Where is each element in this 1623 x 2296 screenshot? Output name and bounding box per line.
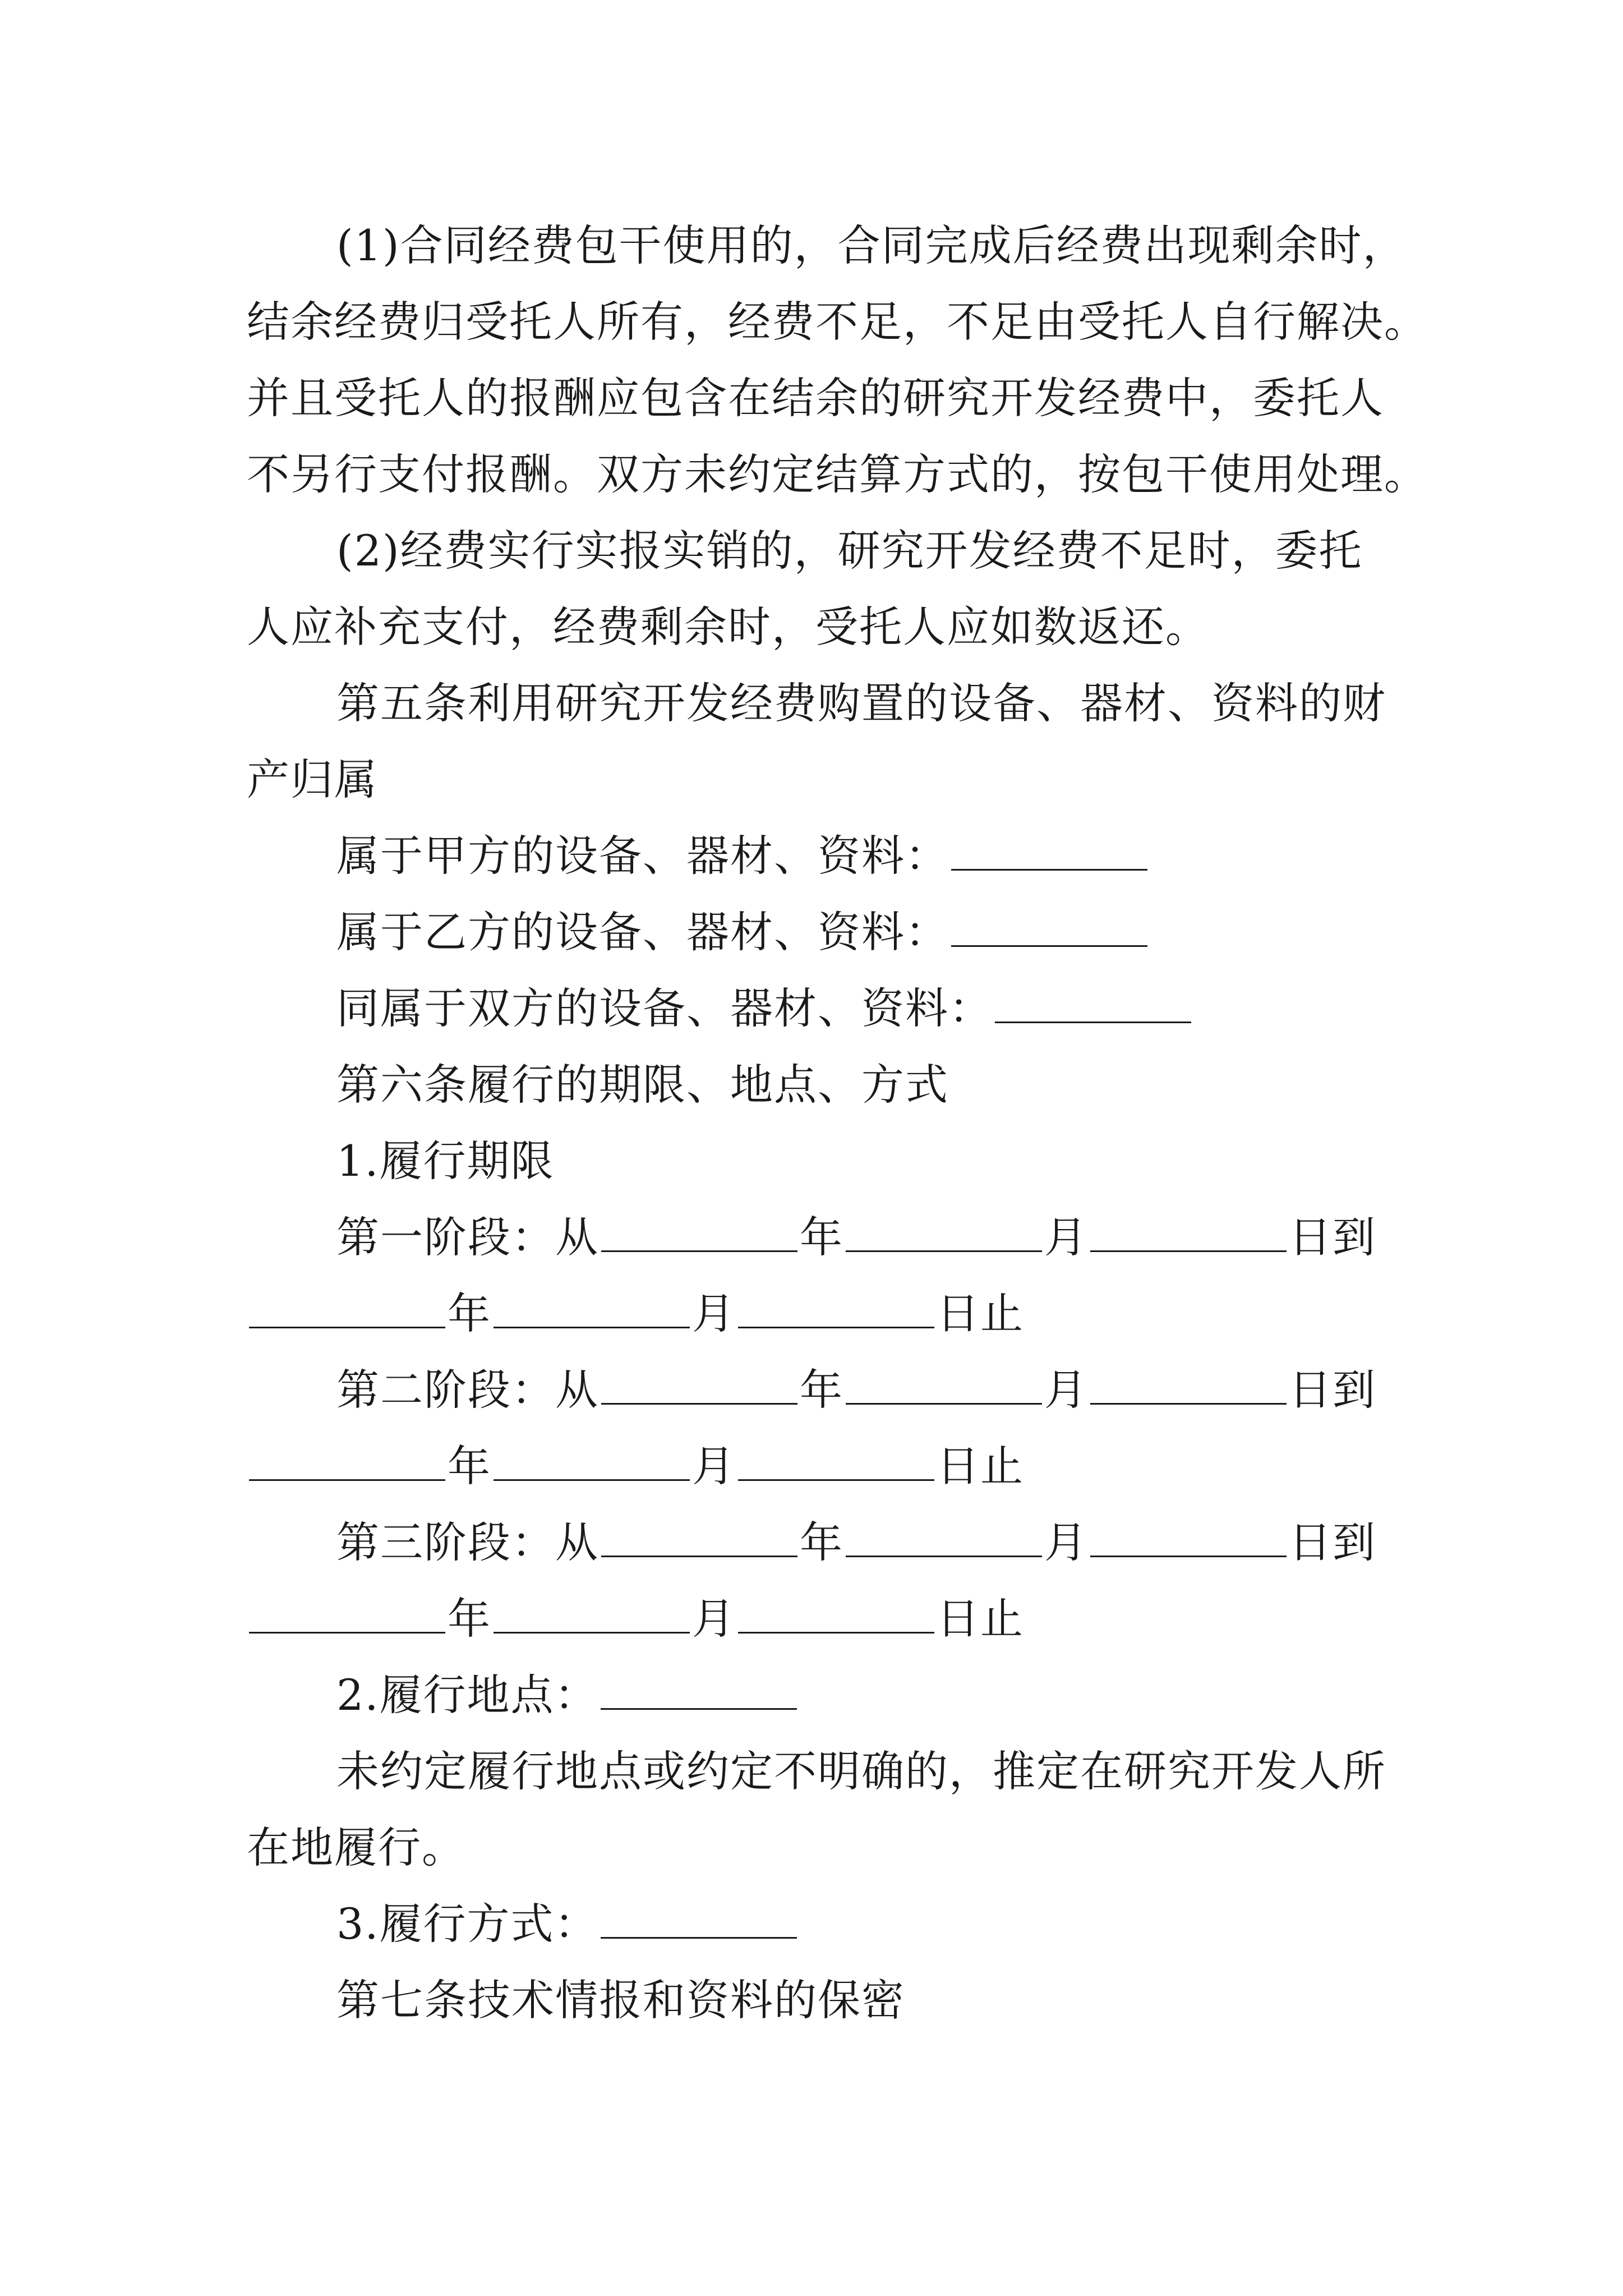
ownership-both [336,981,1193,1037]
stage-3-end [247,1591,1024,1647]
text: (2)经费实行实报实销的，研究开发经费不足时，委托 [336,526,1363,576]
text: 日到 [1289,1517,1376,1567]
fill-blank[interactable] [601,1902,797,1939]
fill-blank[interactable] [494,1597,690,1634]
text: 结余经费归受托人所有，经费不足，不足由受托人自行解决。 [247,297,1428,347]
stage-1-start [336,1209,1376,1266]
text: 年 [800,1212,843,1262]
text: 月 [692,1441,736,1491]
term-heading [336,1133,555,1189]
fill-blank[interactable] [601,1673,797,1710]
text: 月 [1044,1212,1088,1262]
text: 不另行支付报酬。双方未约定结算方式的，按包干使用处理。 [247,449,1428,499]
paragraph-line [247,599,1209,655]
text: 月 [692,1594,736,1644]
label: 第一阶段：从 [336,1212,599,1262]
label: 同属于双方的设备、器材、资料： [336,983,993,1033]
text: 并且受托人的报酬应包含在结余的研究开发经费中，委托人 [247,373,1384,423]
text: 日止 [937,1594,1024,1644]
label: 2.履行地点： [336,1670,598,1720]
fill-blank[interactable] [846,1368,1042,1405]
fill-blank[interactable] [1090,1216,1287,1252]
label: 属于乙方的设备、器材、资料： [336,907,949,957]
stage-1-end [247,1286,1024,1342]
fill-blank[interactable] [601,1216,797,1252]
fill-blank[interactable] [1090,1521,1287,1557]
fill-blank[interactable] [601,1368,797,1405]
text: 在地履行。 [247,1823,465,1872]
fill-blank[interactable] [249,1292,445,1328]
stage-2-end [247,1438,1024,1494]
paragraph-line [247,294,1428,350]
place-note-line [336,1743,1386,1800]
text: 日止 [937,1289,1024,1338]
fill-blank[interactable] [249,1444,445,1481]
fill-blank[interactable] [951,834,1147,871]
stage-2-start [336,1362,1376,1418]
text: 第七条技术情报和资料的保密 [336,1975,905,2025]
text: (1)合同经费包干使用的，合同完成后经费出现剩余时， [336,220,1407,270]
article-5-heading-cont [247,752,378,808]
ownership-party-b [336,904,1150,960]
paragraph-line [247,370,1384,426]
text: 月 [692,1289,736,1338]
text: 年 [448,1289,491,1338]
text: 日到 [1289,1365,1376,1415]
article-7-heading [336,1972,905,2028]
text: 年 [800,1365,843,1415]
fill-blank[interactable] [951,910,1147,947]
fill-blank[interactable] [738,1292,934,1328]
label: 3.履行方式： [336,1899,598,1949]
paragraph-line [336,523,1363,579]
text: 日到 [1289,1212,1376,1262]
fill-blank[interactable] [249,1597,445,1634]
stage-3-start [336,1515,1376,1571]
text: 人应补充支付，经费剩余时，受托人应如数返还。 [247,602,1209,652]
place-line [336,1667,799,1723]
label: 属于甲方的设备、器材、资料： [336,831,949,881]
article-6-heading [336,1057,949,1113]
text: 年 [800,1517,843,1567]
text: 年 [448,1441,491,1491]
place-note-line-cont [247,1820,465,1876]
paragraph-line [336,218,1407,274]
fill-blank[interactable] [494,1292,690,1328]
text: 产归属 [247,754,378,804]
text: 月 [1044,1365,1088,1415]
text: 1.履行期限 [336,1136,555,1186]
text: 日止 [937,1441,1024,1491]
label: 第二阶段：从 [336,1365,599,1415]
method-line [336,1896,799,1952]
text: 年 [448,1594,491,1644]
text: 未约定履行地点或约定不明确的，推定在研究开发人所 [336,1746,1386,1796]
text: 月 [1044,1517,1088,1567]
fill-blank[interactable] [494,1444,690,1481]
label: 第三阶段：从 [336,1517,599,1567]
fill-blank[interactable] [738,1444,934,1481]
fill-blank[interactable] [738,1597,934,1634]
fill-blank[interactable] [1090,1368,1287,1405]
text: 第六条履行的期限、地点、方式 [336,1060,949,1110]
article-5-heading [336,675,1386,731]
fill-blank[interactable] [995,987,1191,1023]
ownership-party-a [336,828,1150,884]
paragraph-line [247,447,1428,503]
fill-blank[interactable] [846,1216,1042,1252]
text: 第五条利用研究开发经费购置的设备、器材、资料的财 [336,678,1386,728]
fill-blank[interactable] [846,1521,1042,1557]
fill-blank[interactable] [601,1521,797,1557]
